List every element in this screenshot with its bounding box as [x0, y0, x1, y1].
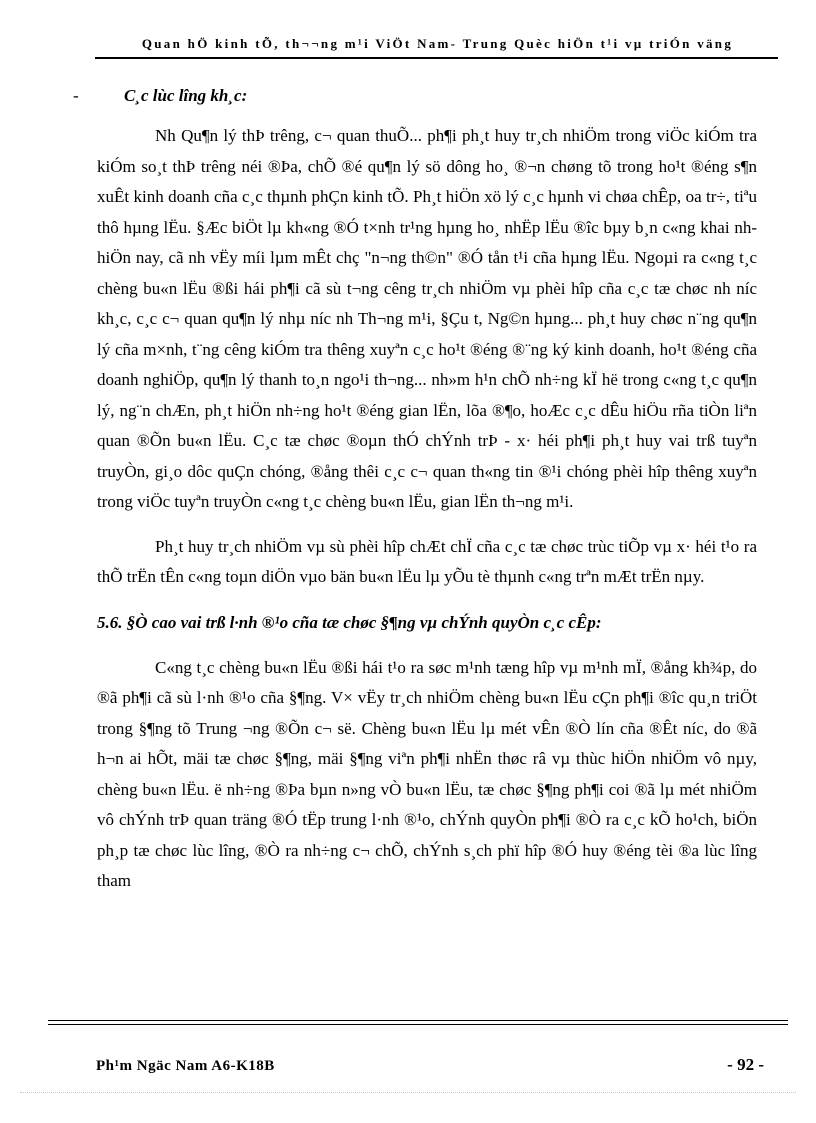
section-heading: 5.6. §Ò cao vai trß l·nh ®¹o cña tæ chøc §¶ng vµ chÝnh quyÒn c¸c cÊp: — [97, 612, 602, 632]
running-header: Quan hÖ kinh tÕ, th¬¬ng m¹i ViÖt Nam- Trung Quèc hiÖn t¹i vµ triÓn väng — [141, 36, 734, 51]
bullet-dash: - — [73, 86, 79, 105]
footer-rule-bottom — [48, 1024, 788, 1025]
page-number: - 92 - — [727, 1055, 764, 1074]
paragraph-1: Nh Qu¶n lý thÞ trêng, c¬ quan thuÕ... ph¶i ph¸t huy tr¸ch nhiÖm trong viÖc kiÓm tra kiÓm so¸t thÞ trêng néi ®Þa, chÕ ®é qu¶n lý sö dông ho¸ ®¬n chøng tõ trong ho¹t ®éng s¶n xuÊt kinh doanh cña c¸c thµnh phÇn kinh tÕ. Ph¸t hiÖn xö lý c¸c hµnh vi chøa chÊp, oa tr÷, tiªu thô hµng lËu. §Æc biÖt lµ kh«ng ®Ó t×nh tr¹ng hµng ho¸ nhËp lËu ®îc bµy b¸n c«ng khai nh hiÖn nay, cã nh vËy míi lµm mÊt chç "n¬ng th©n" ®Ó tån t¹i cña hµng lËu. Ngoµi ra c«ng t¸c chèng bu«n lËu ®ßi hái ph¶i cã sù t¬ng cêng tr¸ch nhiÖm vµ phèi hîp cña c¸c tæ chøc nh níc kh¸c, c¸c c¬ quan qu¶n lý nhµ níc nh Th¬ng m¹i, §Çu t, Ng©n hµng... ph¸t huy chøc n¨ng qu¶n lý cña m×nh, t¨ng cêng kiÓm tra thêng xuyªn c¸c ho¹t ®éng ®¨ng ký kinh doanh, ho¹t ®éng cña doanh nghiÖp, qu¶n lý thanh to¸n ngo¹i th¬ng... nh»m h¹n chÕ nh÷ng kÏ hë trong c«ng t¸c qu¶n lý, ng¨n chÆn, ph¸t hiÖn nh÷ng ho¹t ®éng gian lËn, lõa ®¶o, hoÆc c¸c dÊu hiÖu rña tiÒn liªn quan ®Õn bu«n lËu. C¸c tæ chøc ®oµn thÓ chÝnh trÞ - x· héi ph¶i ph¸t huy vai trß tuyªn truyÒn, gi¸o dôc quÇn chóng, ®ång thêi c¸c c¬ quan th«ng tin ®¹i chóng phèi hîp thêng xuyªn trong viÖc tuyªn truyÒn c«ng t¸c chèng bu«n lËu, gian lËn th¬ng m¹i. — [97, 126, 757, 511]
bullet-item — [73, 79, 757, 113]
paragraph-3: C«ng t¸c chèng bu«n lËu ®ßi hái t¹o ra søc m¹nh tæng hîp vµ m¹nh mÏ, ®ång kh¾p, do ®ã ph¶i cã sù l·nh ®¹o cña §¶ng. V× vËy tr¸ch nhiÖm chèng bu«n lËu cÇn ph¶i ®îc qu¸n triÖt trong §¶ng tõ Trung ¬ng ®Õn c¬ së. Chèng bu«n lËu lµ mét vÊn ®Ò lín cña ®Êt níc, do ®ã h¬n ai hÕt, mäi tæ chøc §¶ng, mäi §¶ng viªn ph¶i nhËn thøc râ vµ thùc hiÖn nhiÖm vô nµy, chèng bu«n lËu. ë nh÷ng ®Þa bµn n»ng vÒ bu«n lËu, tæ chøc §¶ng ph¶i coi ®ã lµ mét nhiÖm vô chÝnh trÞ quan träng ®Ó tËp trung l·nh ®¹o, chÝnh quyÒn ph¶i ®Ò ra c¸c kÕ ho¹ch, biÖn ph¸p tæ chøc lùc lîng, ®Ò ra nh÷ng c¬ chÕ, chÝnh s¸ch phï hîp ®Ó huy ®éng tèi ®a lùc lîng tham — [97, 657, 757, 890]
paragraph-2: Ph¸t huy tr¸ch nhiÖm vµ sù phèi hîp chÆt chÏ cña c¸c tæ chøc trùc tiÕp vµ x· héi t¹o ra thÕ trËn tÊn c«ng toµn diÖn vµo bän bu«n lËu lµ yÕu tè thµnh c«ng trªn mÆt trËn nµy. — [97, 536, 757, 586]
footer-author: Ph¹m Ngäc Nam A6-K18B — [96, 1058, 275, 1074]
footer-rule-top — [48, 1020, 788, 1021]
bullet-heading: C¸c lùc lîng kh¸c: — [124, 86, 248, 105]
page-edge-dots — [20, 1092, 796, 1093]
header-rule — [95, 57, 778, 59]
body-text — [73, 79, 757, 897]
